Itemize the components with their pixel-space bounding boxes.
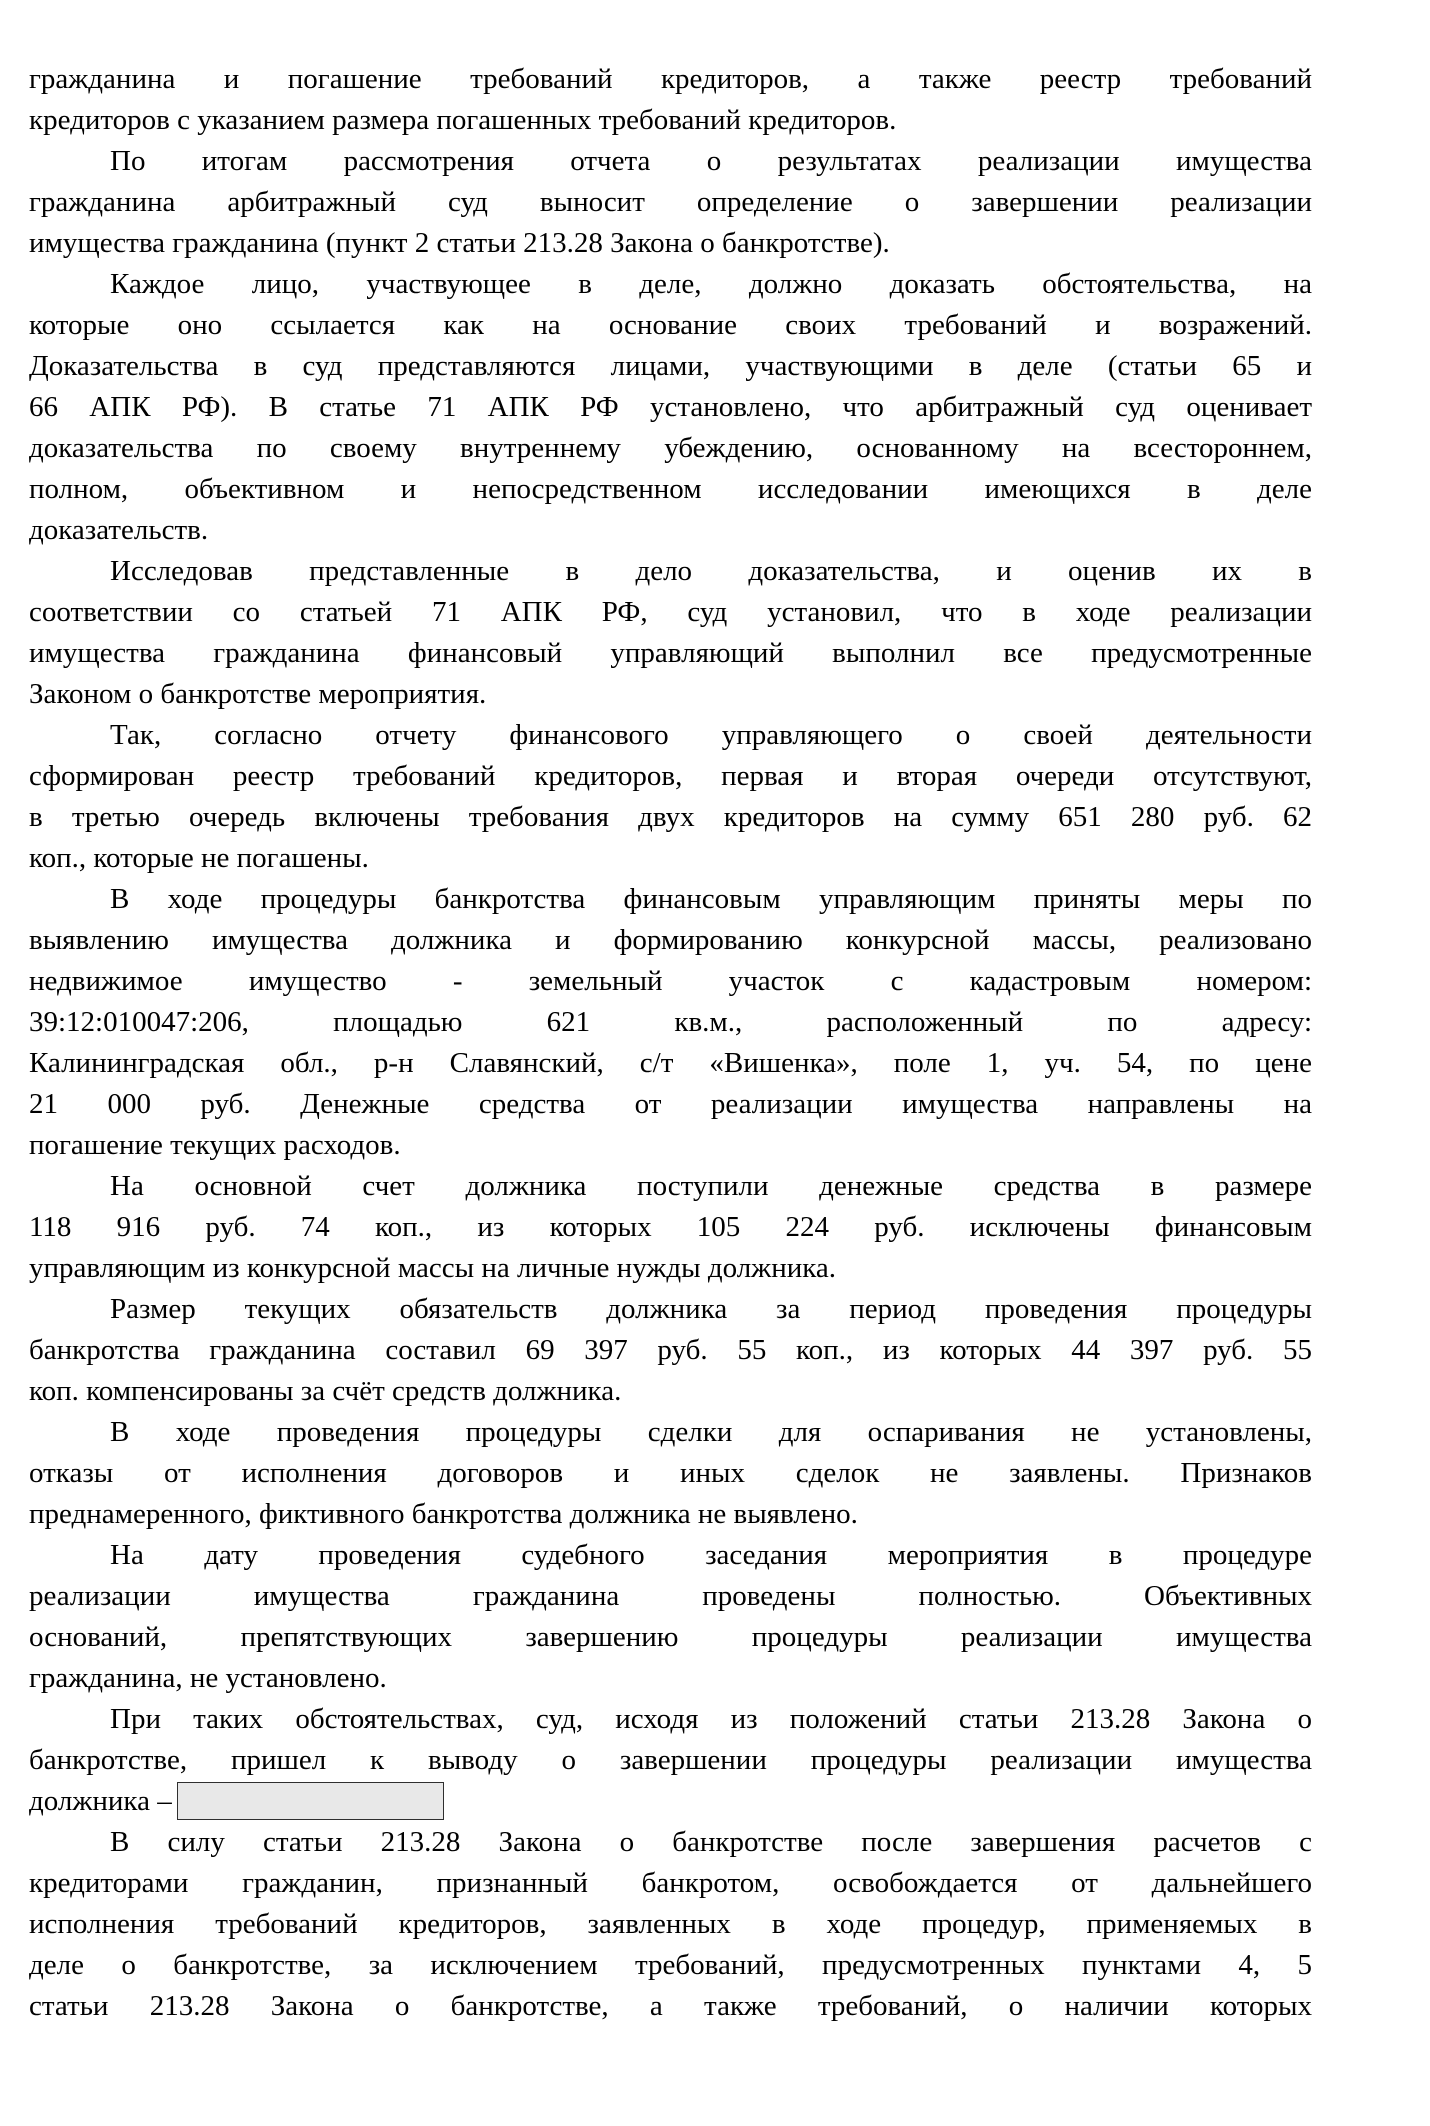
text-line: Доказательства в суд представляются лицами, участвующими в деле (статьи 65 и bbox=[29, 350, 1312, 382]
text-line: В ходе проведения процедуры сделки для оспаривания не установлены, bbox=[110, 1416, 1312, 1448]
text-line: гражданина и погашение требований кредиторов, а также реестр требований bbox=[29, 63, 1312, 95]
paragraph bbox=[29, 1699, 1312, 1822]
text-line: кредиторами гражданин, признанный банкротом, освобождается от дальнейшего bbox=[29, 1867, 1312, 1899]
text-line: статьи 213.28 Закона о банкротстве, а также требований, о наличии которых bbox=[29, 1990, 1312, 2022]
text-line: Законом о банкротстве мероприятия. bbox=[29, 678, 487, 710]
text-line: 39:12:010047:206, площадью 621 кв.м., расположенный по адресу: bbox=[29, 1006, 1312, 1038]
text-line: 66 АПК РФ). В статье 71 АПК РФ установлено, что арбитражный суд оценивает bbox=[29, 391, 1312, 423]
text-line: выявлению имущества должника и формированию конкурсной массы, реализовано bbox=[29, 924, 1312, 956]
text-line: полном, объективном и непосредственном исследовании имеющихся в деле bbox=[29, 473, 1312, 505]
text-line: доказательств. bbox=[29, 514, 209, 546]
text-line: сформирован реестр требований кредиторов, первая и вторая очереди отсутствуют, bbox=[29, 760, 1312, 792]
text-line: управляющим из конкурсной массы на личные нужды должника. bbox=[29, 1252, 837, 1284]
paragraph bbox=[29, 264, 1312, 551]
text-line: имущества гражданина финансовый управляющий выполнил все предусмотренные bbox=[29, 637, 1312, 669]
text-line: 21 000 руб. Денежные средства от реализации имущества направлены на bbox=[29, 1088, 1312, 1120]
text-line: должника – bbox=[29, 1781, 1312, 1822]
text-line: банкротства гражданина составил 69 397 руб. 55 коп., из которых 44 397 руб. 55 bbox=[29, 1334, 1312, 1366]
paragraph bbox=[29, 141, 1312, 264]
paragraph bbox=[29, 551, 1312, 715]
paragraph bbox=[29, 1822, 1312, 2027]
text-line: коп., которые не погашены. bbox=[29, 842, 369, 874]
text-line: В силу статьи 213.28 Закона о банкротстве после завершения расчетов с bbox=[110, 1826, 1312, 1858]
text-line: гражданина арбитражный суд выносит определение о завершении реализации bbox=[29, 186, 1312, 218]
document-text bbox=[29, 59, 1312, 2027]
text-line: гражданина, не установлено. bbox=[29, 1662, 387, 1694]
text-line: На основной счет должника поступили денежные средства в размере bbox=[110, 1170, 1312, 1202]
paragraph bbox=[29, 1166, 1312, 1289]
text-line: По итогам рассмотрения отчета о результатах реализации имущества bbox=[110, 145, 1312, 177]
paragraph bbox=[29, 1535, 1312, 1699]
text-line: соответствии со статьей 71 АПК РФ, суд установил, что в ходе реализации bbox=[29, 596, 1312, 628]
text-line: При таких обстоятельствах, суд, исходя из положений статьи 213.28 Закона о bbox=[110, 1703, 1312, 1735]
paragraph bbox=[29, 59, 1312, 141]
text-line: погашение текущих расходов. bbox=[29, 1129, 401, 1161]
text-line: преднамеренного, фиктивного банкротства должника не выявлено. bbox=[29, 1498, 858, 1530]
text-line: банкротстве, пришел к выводу о завершении процедуры реализации имущества bbox=[29, 1744, 1312, 1776]
text-line: деле о банкротстве, за исключением требований, предусмотренных пунктами 4, 5 bbox=[29, 1949, 1312, 1981]
text-line: кредиторов с указанием размера погашенных требований кредиторов. bbox=[29, 104, 897, 136]
text-line: в третью очередь включены требования двух кредиторов на сумму 651 280 руб. 62 bbox=[29, 801, 1312, 833]
paragraph bbox=[29, 879, 1312, 1166]
text-line: Так, согласно отчету финансового управляющего о своей деятельности bbox=[110, 719, 1312, 751]
text-line: имущества гражданина (пункт 2 статьи 213.28 Закона о банкротстве). bbox=[29, 227, 890, 259]
paragraph bbox=[29, 1412, 1312, 1535]
text-line: реализации имущества гражданина проведены полностью. Объективных bbox=[29, 1580, 1312, 1612]
text-line: отказы от исполнения договоров и иных сделок не заявлены. Признаков bbox=[29, 1457, 1312, 1489]
text-line: На дату проведения судебного заседания мероприятия в процедуре bbox=[110, 1539, 1312, 1571]
text-line: которые оно ссылается как на основание своих требований и возражений. bbox=[29, 309, 1312, 341]
text-line: В ходе процедуры банкротства финансовым управляющим приняты меры по bbox=[110, 883, 1312, 915]
text-line: Размер текущих обязательств должника за период проведения процедуры bbox=[110, 1293, 1312, 1325]
paragraph bbox=[29, 715, 1312, 879]
paragraph bbox=[29, 1289, 1312, 1412]
text-line: Каждое лицо, участвующее в деле, должно доказать обстоятельства, на bbox=[110, 268, 1312, 300]
text-line: коп. компенсированы за счёт средств должника. bbox=[29, 1375, 622, 1407]
text-line: исполнения требований кредиторов, заявленных в ходе процедур, применяемых в bbox=[29, 1908, 1312, 1940]
text-line: Калининградская обл., р-н Славянский, с/т «Вишенка», поле 1, уч. 54, по цене bbox=[29, 1047, 1312, 1079]
text-line: оснований, препятствующих завершению процедуры реализации имущества bbox=[29, 1621, 1312, 1653]
text-line: доказательства по своему внутреннему убеждению, основанному на всестороннем, bbox=[29, 432, 1312, 464]
text-line: 118 916 руб. 74 коп., из которых 105 224 руб. исключены финансовым bbox=[29, 1211, 1312, 1243]
redaction-box bbox=[177, 1782, 444, 1820]
text-line: Исследовав представленные в дело доказательства, и оценив их в bbox=[110, 555, 1312, 587]
text-line: недвижимое имущество - земельный участок с кадастровым номером: bbox=[29, 965, 1312, 997]
